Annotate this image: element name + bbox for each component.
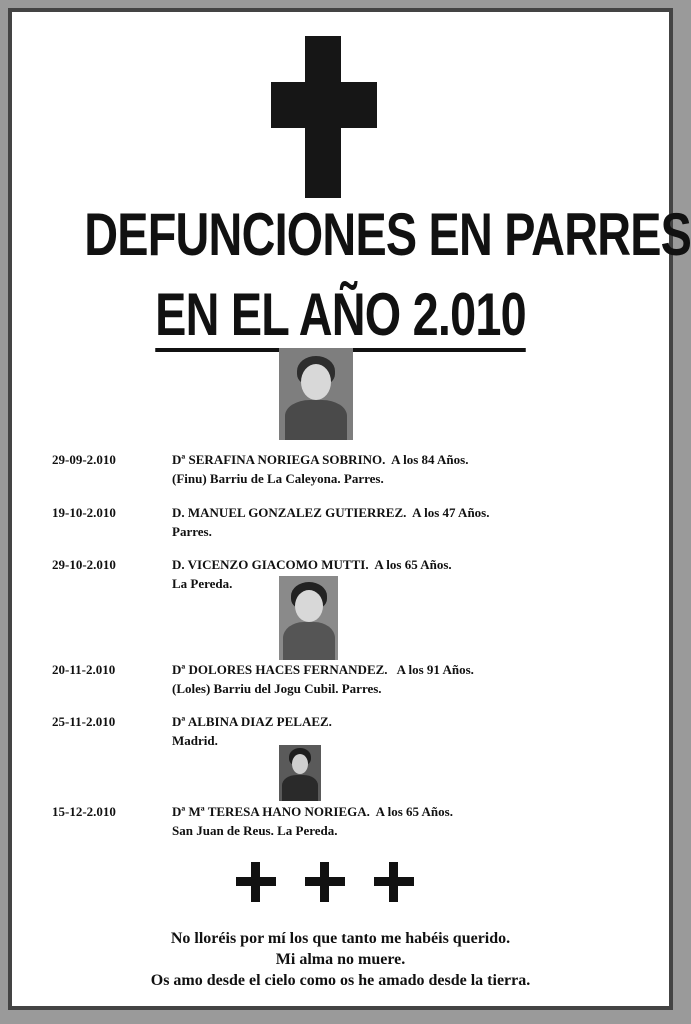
entry-place: (Finu) Barriu de La Caleyona. Parres. bbox=[172, 471, 384, 486]
plus-cross-icon bbox=[236, 862, 276, 902]
verse-line-1: No lloréis por mí los que tanto me habéis querido. bbox=[170, 930, 511, 947]
obituary-sheet bbox=[8, 8, 691, 1010]
plus-cross-icon bbox=[305, 862, 345, 902]
entry-name: Dª ALBINA DIAZ PELAEZ. bbox=[172, 714, 332, 729]
entry-name: D. MANUEL GONZALEZ GUTIERREZ. A los 47 Años. bbox=[172, 505, 490, 520]
entry-date: 25-11-2.010 bbox=[52, 714, 116, 729]
portrait-photo-serafina bbox=[279, 348, 353, 440]
entry-place: Madrid. bbox=[172, 733, 218, 748]
entry-name: D. VICENZO GIACOMO MUTTI. A los 65 Años. bbox=[172, 557, 452, 572]
title-line-1: DEFUNCIONES EN PARRES bbox=[84, 201, 691, 268]
entry-name: Dª Mª TERESA HANO NORIEGA. A los 65 Años. bbox=[172, 804, 453, 819]
entry-name: Dª DOLORES HACES FERNANDEZ. A los 91 Años. bbox=[172, 662, 474, 677]
entry-place: (Loles) Barriu del Jogu Cubil. Parres. bbox=[172, 681, 382, 696]
entry-place: Parres. bbox=[172, 524, 212, 539]
entry-date: 29-10-2.010 bbox=[52, 557, 116, 572]
entry-name: Dª SERAFINA NORIEGA SOBRINO. A los 84 Años. bbox=[172, 452, 469, 467]
crosses-row bbox=[232, 862, 432, 912]
portrait-photo-teresa bbox=[279, 745, 321, 801]
entry-place: San Juan de Reus. La Pereda. bbox=[172, 823, 338, 838]
entry-date: 19-10-2.010 bbox=[52, 505, 116, 520]
cross-icon bbox=[269, 32, 379, 202]
plus-cross-icon bbox=[374, 862, 414, 902]
verse-line-3: Os amo desde el cielo como os he amado desde la tierra. bbox=[150, 972, 531, 989]
title-line-2-text: EN EL AÑO 2.010 bbox=[155, 281, 526, 352]
entry-date: 15-12-2.010 bbox=[52, 804, 116, 819]
verse-line-2: Mi alma no muere. bbox=[275, 951, 406, 968]
entry-date: 20-11-2.010 bbox=[52, 662, 116, 677]
portrait-photo-dolores bbox=[279, 576, 338, 660]
title-line-2 bbox=[84, 280, 596, 349]
entry-place: La Pereda. bbox=[172, 576, 233, 591]
entry-date: 29-09-2.010 bbox=[52, 452, 116, 467]
